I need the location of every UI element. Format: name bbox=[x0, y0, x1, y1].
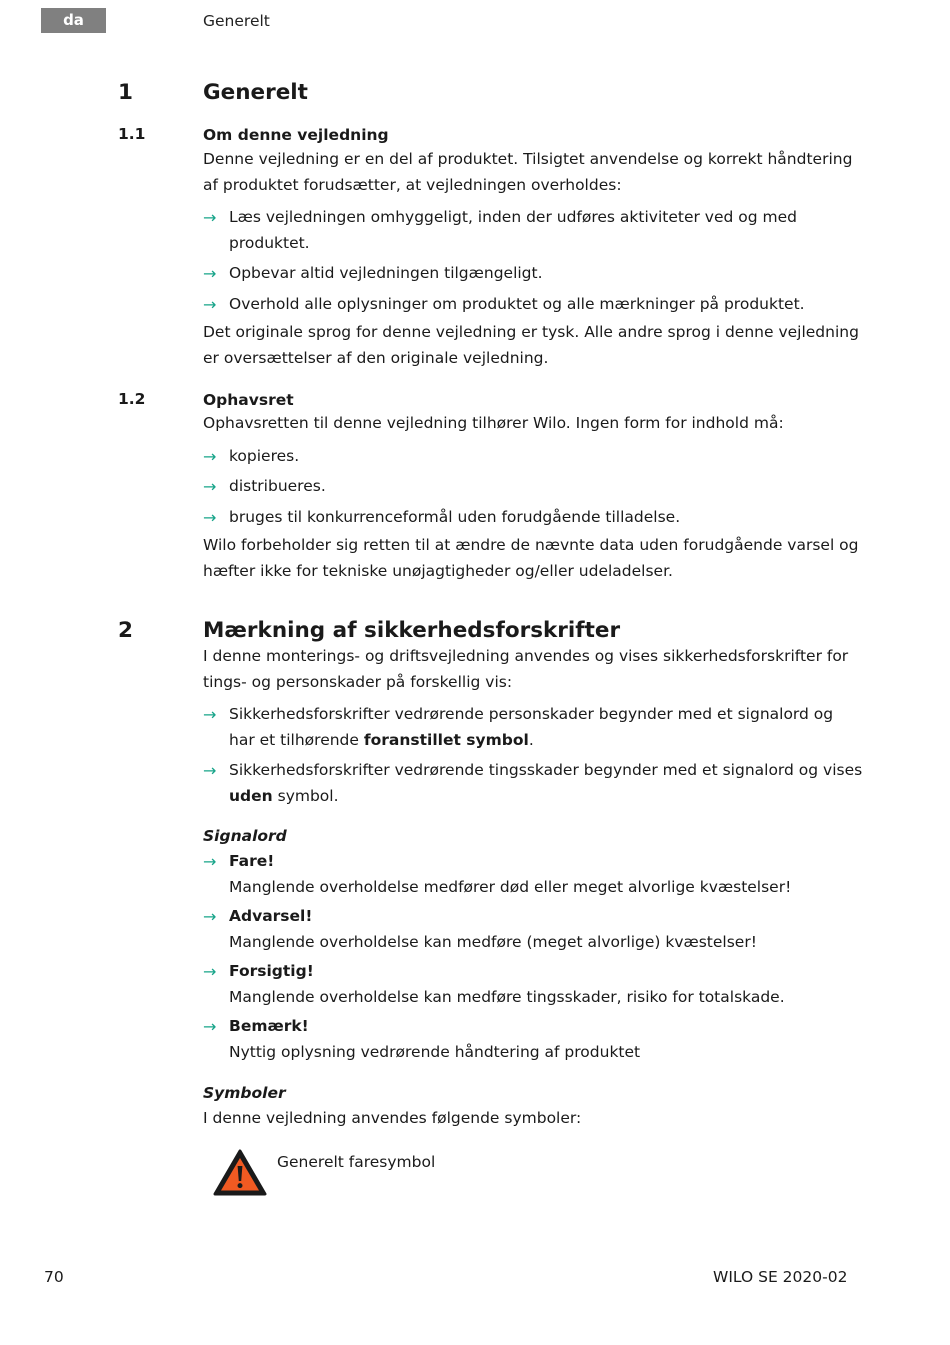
section-2-list bbox=[203, 702, 863, 809]
list-item-emphasis: uden bbox=[229, 786, 273, 805]
signal-description: Manglende overholdelse kan medføre (meget alvorlige) kvæstelser! bbox=[229, 932, 757, 951]
list-item-text: Opbevar altid vejledningen tilgængeligt. bbox=[229, 264, 543, 282]
warning-triangle-icon bbox=[212, 1148, 268, 1198]
arrow-right-icon: → bbox=[203, 477, 217, 496]
section-1-title: Generelt bbox=[203, 80, 308, 105]
section-1-2-outro: Wilo forbeholder sig retten til at ændre de nævnte data uden forudgående varsel og hæfter ikke for tekniske unøjagtigheder og/eller udeladelser. bbox=[203, 536, 859, 580]
list-item-text: symbol. bbox=[272, 786, 339, 805]
section-1-1-outro: Det originale sprog for denne vejledning er tysk. Alle andre sprog i denne vejledning er oversættelser af den originale vejledning. bbox=[203, 323, 859, 367]
symbol-label: Generelt faresymbol bbox=[277, 1153, 436, 1171]
list-item-text: Læs vejledningen omhyggeligt, inden der udføres aktiviteter ved og med produktet. bbox=[229, 208, 797, 252]
section-1-1 bbox=[203, 125, 863, 371]
section-1-1-number: 1.1 bbox=[118, 125, 146, 143]
section-1-2-intro: Ophavsretten til denne vejledning tilhører Wilo. Ingen form for indhold må: bbox=[203, 414, 784, 432]
section-1-2 bbox=[203, 390, 863, 584]
section-2 bbox=[203, 618, 863, 1132]
list-item-text: bruges til konkurrenceformål uden forudgående tilladelse. bbox=[229, 507, 681, 526]
running-header: Generelt bbox=[203, 12, 270, 30]
signal-word: Forsigtig! bbox=[229, 962, 314, 980]
signal-description: Manglende overholdelse kan medføre tingsskader, risiko for totalskade. bbox=[229, 987, 785, 1006]
language-tab: da bbox=[41, 8, 106, 33]
section-1-1-intro: Denne vejledning er en del af produktet. Tilsigtet anvendelse og korrekt håndtering af produktet forudsætter, at vejledningen overholdes: bbox=[203, 150, 853, 194]
signal-item bbox=[203, 1014, 863, 1065]
section-1-2-title: Ophavsret bbox=[203, 391, 294, 409]
list-item bbox=[203, 505, 863, 531]
signal-item bbox=[203, 904, 863, 955]
arrow-right-icon: → bbox=[203, 761, 217, 780]
section-1-number: 1 bbox=[118, 80, 133, 105]
list-item bbox=[203, 292, 863, 318]
list-item-text: kopieres. bbox=[229, 446, 300, 465]
list-item bbox=[203, 205, 863, 256]
arrow-right-icon: → bbox=[203, 507, 217, 527]
arrow-right-icon: → bbox=[203, 907, 217, 926]
publisher-footer: WILO SE 2020-02 bbox=[713, 1268, 848, 1286]
signal-word: Fare! bbox=[229, 852, 275, 870]
arrow-right-icon: → bbox=[203, 264, 217, 283]
signal-item bbox=[203, 849, 863, 900]
section-2-intro: I denne monterings- og driftsvejledning anvendes og vises sikkerhedsforskrifter for tings- og personskader på forskellig vis: bbox=[203, 647, 849, 691]
signal-word: Advarsel! bbox=[229, 907, 313, 925]
list-item-emphasis: foranstillet symbol bbox=[363, 730, 529, 749]
section-1-1-list bbox=[203, 205, 863, 317]
arrow-right-icon: → bbox=[203, 705, 217, 724]
list-item bbox=[203, 758, 863, 809]
list-item bbox=[203, 444, 863, 470]
list-item-text: . bbox=[528, 730, 534, 749]
list-item bbox=[203, 474, 863, 500]
signal-item bbox=[203, 959, 863, 1010]
arrow-right-icon: → bbox=[203, 1017, 217, 1036]
list-item-text: Sikkerhedsforskrifter vedrørende tingsskader begynder med et signalord og vises bbox=[229, 761, 863, 779]
signal-word-list bbox=[203, 849, 863, 1065]
signalord-heading: Signalord bbox=[203, 827, 287, 845]
signal-description: Nyttig oplysning vedrørende håndtering af produktet bbox=[229, 1042, 641, 1061]
arrow-right-icon: → bbox=[203, 294, 217, 314]
symboler-heading: Symboler bbox=[203, 1084, 286, 1102]
section-1-2-list bbox=[203, 444, 863, 531]
section-1-2-number: 1.2 bbox=[118, 390, 146, 408]
page-number: 70 bbox=[44, 1268, 64, 1286]
symbols-intro: I denne vejledning anvendes følgende symboler: bbox=[203, 1109, 582, 1127]
list-item-text: Overhold alle oplysninger om produktet og alle mærkninger på produktet. bbox=[229, 294, 805, 313]
signal-description: Manglende overholdelse medfører død eller meget alvorlige kvæstelser! bbox=[229, 877, 792, 896]
list-item bbox=[203, 261, 863, 287]
arrow-right-icon: → bbox=[203, 852, 217, 871]
arrow-right-icon: → bbox=[203, 446, 217, 466]
section-2-title: Mærkning af sikkerhedsforskrifter bbox=[203, 618, 621, 643]
signal-word: Bemærk! bbox=[229, 1017, 309, 1035]
list-item-text: distribueres. bbox=[229, 477, 326, 495]
section-1-1-title: Om denne vejledning bbox=[203, 126, 389, 144]
arrow-right-icon: → bbox=[203, 962, 217, 981]
arrow-right-icon: → bbox=[203, 208, 217, 227]
list-item-text: Sikkerhedsforskrifter vedrørende personskader begynder med et signalord og har et tilhørende bbox=[229, 705, 834, 749]
section-2-number: 2 bbox=[118, 618, 133, 643]
list-item bbox=[203, 702, 863, 753]
